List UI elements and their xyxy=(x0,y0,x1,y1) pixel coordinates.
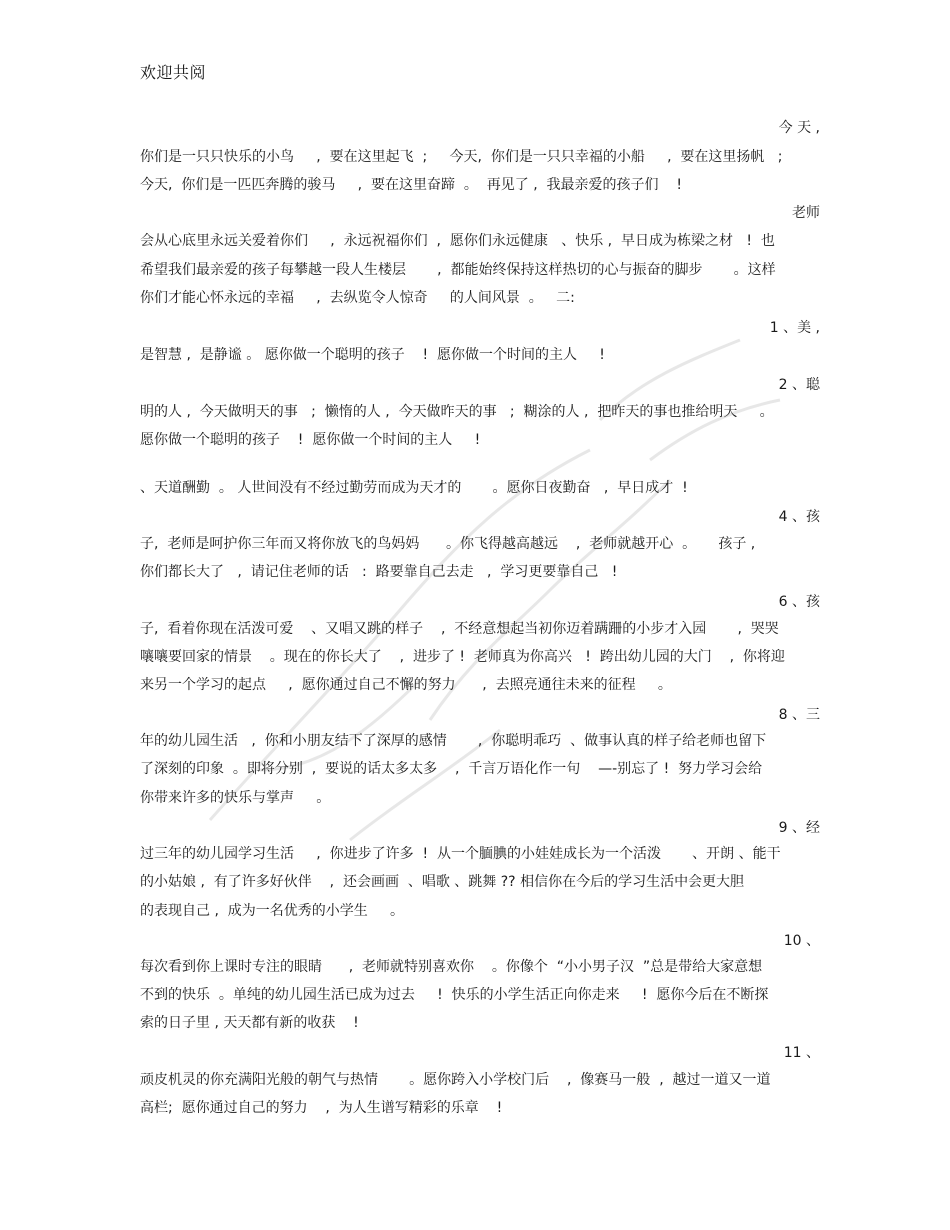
paragraph-marker-line: 9 、经 xyxy=(778,820,820,836)
paragraph-marker-line: 10 、 xyxy=(783,933,820,949)
paragraph-marker-line: 6 、孩 xyxy=(778,594,820,610)
text-line: 嚷嚷要回家的情景 。现在的你长大了 , 进步了 ! 老师真为你高兴 ! 跨出幼儿园的大门 , 你将迎 xyxy=(140,649,785,665)
text-line: 索的日子里 , 天天都有新的收获 ! xyxy=(140,1015,359,1031)
text-line: 你们才能心怀永远的幸福 , 去纵览令人惊奇 的人间风景 。 二: xyxy=(140,290,575,306)
text-line: 的小姑娘 , 有了许多好伙伴 , 还会画画 、唱歌 、跳舞 ?? 相信你在今后的学习生活中会更大胆 xyxy=(140,874,745,890)
paragraph-marker-line: 1 、美 , xyxy=(769,320,820,336)
text-line: 顽皮机灵的你充满阳光般的朝气与热情 。愿你跨入小学校门后 , 像赛马一般 , 越过一道又一道 xyxy=(140,1072,771,1088)
text-line: 今天, 你们是一匹匹奔腾的骏马 , 要在这里奋蹄 。 再见了 , 我最亲爱的孩子们 ! xyxy=(140,177,682,193)
paragraph-marker-line: 4 、孩 xyxy=(778,509,820,525)
paragraph-marker-line: 2 、聪 xyxy=(778,377,820,393)
text-line: 会从心底里永远关爱着你们 , 永远祝福你们 , 愿你们永远健康 、快乐 , 早日成为栋梁之材 ! 也 xyxy=(140,233,775,249)
text-line: 年的幼儿园生活 , 你和小朋友结下了深厚的感情 , 你聪明乖巧 、做事认真的样子给老师也留下 xyxy=(140,733,767,749)
text-line: 高栏; 愿你通过自己的努力 , 为人生谱写精彩的乐章 ! xyxy=(140,1100,503,1116)
text-line: 你带来许多的快乐与掌声 。 xyxy=(140,790,331,806)
paragraph-marker-line: 11 、 xyxy=(783,1045,820,1061)
paragraph-marker-line: 今 天 , xyxy=(778,120,820,136)
text-line: 子, 看着你现在活泼可爱 、又唱又跳的样子 , 不经意想起当初你迈着蹒跚的小步才入园 , 哭哭 xyxy=(140,621,779,637)
text-line: 了深刻的印象 。即将分别 , 要说的话太多太多 , 千言万语化作一句 —-别忘了 ! 努力学习会给 xyxy=(140,761,763,777)
text-line: 希望我们最亲爱的孩子每攀越一段人生楼层 , 都能始终保持这样热切的心与振奋的脚步 。这样 xyxy=(140,262,776,278)
paragraph-marker-line: 8 、三 xyxy=(778,707,820,723)
paragraph-marker-line: 老师 xyxy=(792,205,820,221)
text-line: 过三年的幼儿园学习生活 , 你进步了许多 ! 从一个腼腆的小娃娃成长为一个活泼 、开朗 、能干 xyxy=(140,846,781,862)
text-line: 你们是一只只快乐的小鸟 , 要在这里起飞 ; 今天, 你们是一只只幸福的小船 , 要在这里扬帆 ; xyxy=(140,149,783,165)
text-line: 不到的快乐 。单纯的幼儿园生活已成为过去 ! 快乐的小学生活正向你走来 ! 愿你今后在不断探 xyxy=(140,987,769,1003)
text-line: 你们都长大了 , 请记住老师的话 : 路要靠自己去走 , 学习更要靠自己 ! xyxy=(140,564,618,580)
text-line: 愿你做一个聪明的孩子 ! 愿你做一个时间的主人 ! xyxy=(140,432,481,448)
text-line: 子, 老师是呵护你三年而又将你放飞的鸟妈妈 。你飞得越高越远 , 老师就越开心 。 孩子 , xyxy=(140,536,756,552)
text-line: 的表现自己 , 成为一名优秀的小学生 。 xyxy=(140,903,405,919)
text-line: 是智慧 , 是静谧 。 愿你做一个聪明的孩子 ! 愿你做一个时间的主人 ! xyxy=(140,347,605,363)
text-line: 、天道酬勤 。 人世间没有不经过勤劳而成为天才的 。愿你日夜勤奋 , 早日成才 ! xyxy=(140,480,688,496)
text-line: 来另一个学习的起点 , 愿你通过自己不懈的努力 , 去照亮通往未来的征程 。 xyxy=(140,677,672,693)
text-line: 明的人 , 今天做明天的事 ; 懒惰的人 , 今天做昨天的事 ; 糊涂的人 , 把昨天的事也推给明天 。 xyxy=(140,404,774,420)
text-line: 每次看到你上课时专注的眼睛 , 老师就特别喜欢你 。你像个 “小小男子汉 ”总是带给大家意想 xyxy=(140,959,763,975)
page-header: 欢迎共阅 xyxy=(140,63,207,82)
